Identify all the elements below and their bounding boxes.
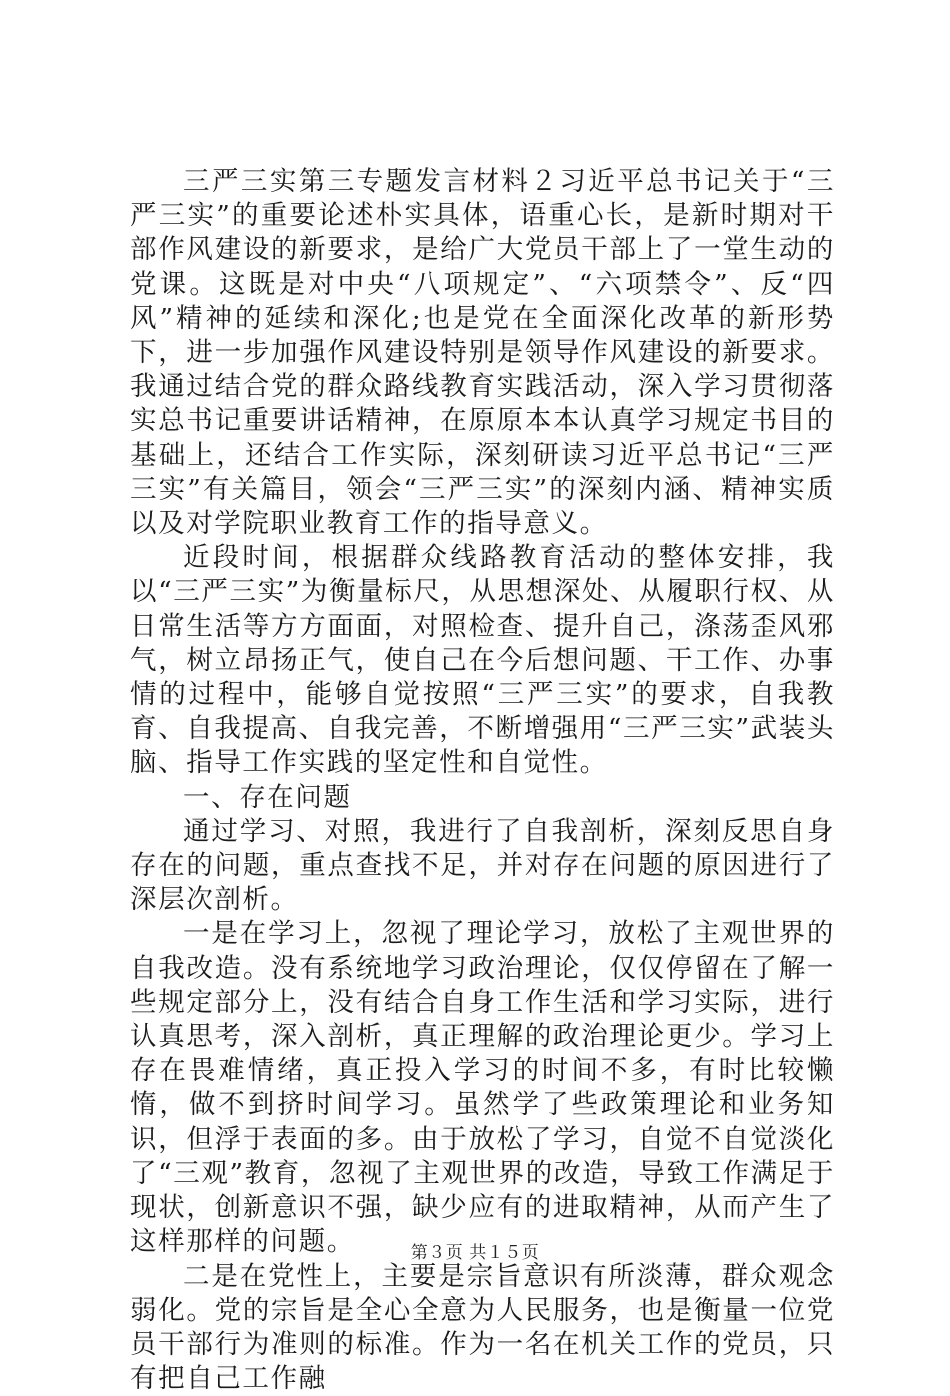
paragraph-party-spirit-issue: 二是在党性上，主要是宗旨意识有所淡薄，群众观念弱化。党的宗旨是全心全意为人民服务，也是衡量一位党员干部行为准则的标准。作为一名在机关工作的党员，只有把自己工作融 bbox=[130, 1260, 835, 1396]
paragraph-intro: 三严三实第三专题发言材料２习近平总书记关于“三严三实”的重要论述朴实具体，语重心长，是新时期对干部作风建设的新要求，是给广大党员干部上了一堂生动的党课。这既是对中央“八项规定”、“六项禁令”、反“四风”精神的延续和深化;也是党在全面深化改革的新形势下，进一步加强作风建设特别是领导作风建设的新要求。我通过结合党的群众路线教育实践活动，深入学习贯彻落实总书记重要讲话精神，在原原本本认真学习规定书目的基础上，还结合工作实际，深刻研读习近平总书记“三严三实”有关篇目，领会“三严三实”的深刻内涵、精神实质以及对学院职业教育工作的指导意义。 bbox=[130, 165, 835, 541]
paragraph-self-analysis: 通过学习、对照，我进行了自我剖析，深刻反思自身存在的问题，重点查找不足，并对存在问题的原因进行了深层次剖析。 bbox=[130, 815, 835, 918]
paragraph-recent-period: 近段时间，根据群众线路教育活动的整体安排，我以“三严三实”为衡量标尺，从思想深处、从履职行权、从日常生活等方方面面，对照检查、提升自己，涤荡歪风邪气，树立昂扬正气，使自己在今后想问题、干工作、办事情的过程中，能够自觉按照“三严三实”的要求，自我教育、自我提高、自我完善，不断增强用“三严三实”武装头脑、指导工作实践的坚定性和自觉性。 bbox=[130, 541, 835, 780]
section-heading-problems: 一、存在问题 bbox=[130, 781, 835, 815]
document-body bbox=[130, 165, 835, 1396]
paragraph-study-issue: 一是在学习上，忽视了理论学习，放松了主观世界的自我改造。没有系统地学习政治理论，仅仅停留在了解一些规定部分上，没有结合自身工作生活和学习实际，进行认真思考，深入剖析，真正理解的政治理论更少。学习上存在畏难情绪，真正投入学习的时间不多，有时比较懒惰，做不到挤时间学习。虽然学了些政策理论和业务知识，但浮于表面的多。由于放松了学习，自觉不自觉淡化了“三观”教育，忽视了主观世界的改造，导致工作满足于现状，创新意识不强，缺少应有的进取精神，从而产生了这样那样的问题。 bbox=[130, 917, 835, 1259]
page-footer: 第３页 共１５页 bbox=[0, 1238, 950, 1263]
